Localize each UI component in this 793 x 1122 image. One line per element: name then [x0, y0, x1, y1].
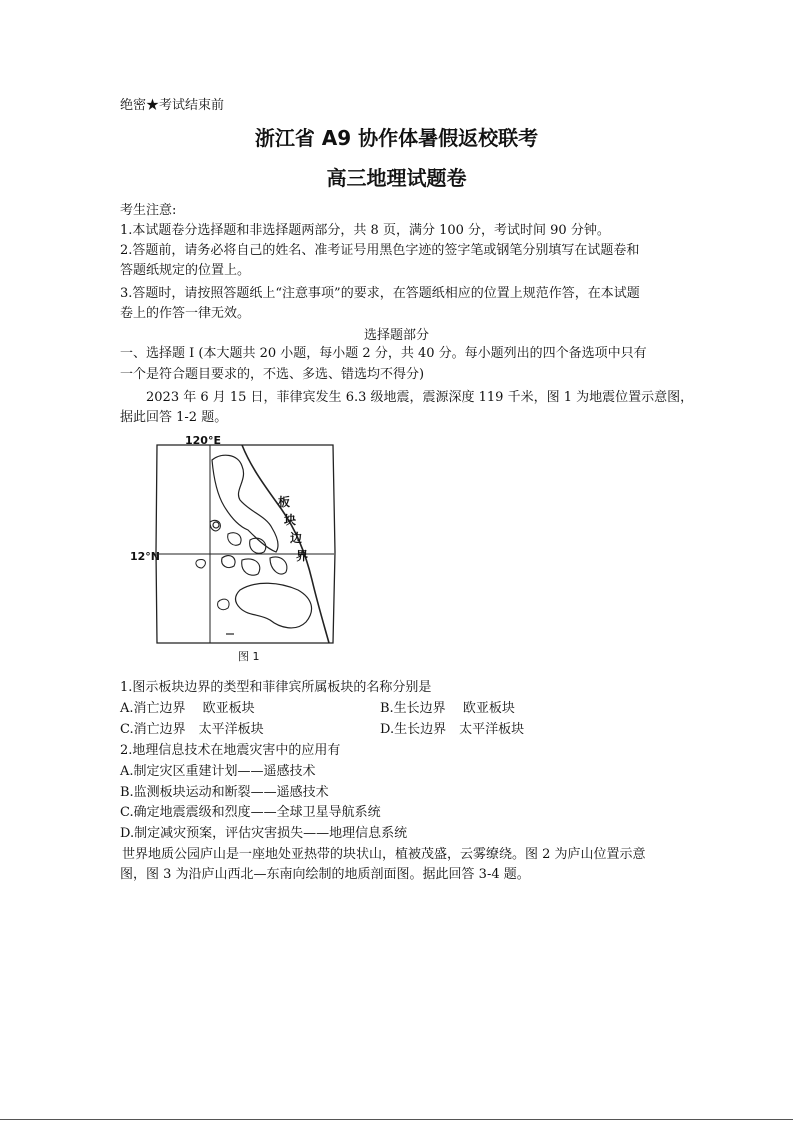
boundary-char-3: 边 [290, 531, 303, 545]
exam-title: 浙江省 A9 协作体暑假返校联考 [254, 126, 539, 150]
q1-option-c: C.消亡边界 太平洋板块 [120, 722, 264, 737]
passage1-line2: 据此回答 1-2 题。 [120, 410, 228, 425]
notes-item-3-line2: 卷上的作答一律无效。 [120, 306, 251, 321]
q2-option-b: B.监测板块运动和断裂——遥感技术 [120, 785, 329, 800]
notes-item-1: 1.本试题卷分选择题和非选择题两部分，共 8 页，满分 100 分，考试时间 90 分钟。 [120, 223, 610, 238]
section-title: 选择题部分 [363, 328, 429, 343]
luzon-island [212, 455, 278, 552]
q2-option-c: C.确定地震震级和烈度——全球卫星导航系统 [120, 805, 381, 820]
page-bottom-rule [0, 1119, 793, 1120]
q1-option-b: B.生长边界 欧亚板块 [380, 701, 515, 716]
boundary-char-1: 板 [278, 495, 291, 509]
q1-option-d: D.生长边界 太平洋板块 [380, 722, 525, 737]
notes-item-2-line2: 答题纸规定的位置上。 [120, 263, 251, 278]
island-7 [196, 560, 206, 568]
island-8 [218, 599, 229, 609]
boundary-char-2: 块 [284, 513, 297, 527]
lat-label: 12°N [130, 550, 161, 563]
island-2 [228, 533, 241, 546]
secret-mark: 绝密★考试结束前 [120, 98, 225, 113]
exam-subtitle: 高三地理试题卷 [326, 166, 467, 190]
q1-stem: 1.图示板块边界的类型和菲律宾所属板块的名称分别是 [120, 680, 432, 695]
figure1-caption: 图 1 [238, 650, 260, 663]
island-6 [270, 557, 287, 574]
section-intro-line1: 一、选择题 I (本大题共 20 小题，每小题 2 分，共 40 分。每小题列出的四个备选项中只有 [120, 346, 647, 361]
notes-heading: 考生注意: [120, 203, 177, 218]
q2-stem: 2.地理信息技术在地震灾害中的应用有 [120, 743, 341, 758]
q2-option-a: A.制定灾区重建计划——遥感技术 [120, 764, 316, 779]
section-intro-line2: 一个是符合题目要求的，不选、多选、错选均不得分) [120, 367, 425, 382]
lon-label: 120°E [185, 434, 221, 447]
boundary-char-4: 界 [296, 549, 309, 563]
passage1-line1: 2023 年 6 月 15 日，菲律宾发生 6.3 级地震，震源深度 119 千米，图 1 为地震位置示意图， [146, 390, 694, 405]
plate-boundary-line [242, 445, 329, 643]
notes-item-3-line1: 3.答题时，请按照答题纸上“注意事项”的要求，在答题纸相应的位置上规范作答，在本试题 [120, 286, 640, 301]
notes-item-2-line1: 2.答题前，请务必将自己的姓名、准考证号用黑色字迹的签字笔或钢笔分别填写在试题卷和 [120, 243, 640, 258]
passage2-line1: 世界地质公园庐山是一座地处亚热带的块状山，植被茂盛，云雾缭绕。图 2 为庐山位置示意 [122, 847, 646, 862]
map-frame [156, 445, 335, 643]
mindanao-island [236, 583, 312, 628]
epicenter-marker [213, 522, 219, 528]
q1-option-a: A.消亡边界 欧亚板块 [120, 701, 255, 716]
island-5 [242, 559, 260, 575]
island-4 [222, 556, 235, 568]
island-3 [250, 538, 266, 553]
passage2-line2: 图，图 3 为沿庐山西北—东南向绘制的地质剖面图。据此回答 3-4 题。 [120, 867, 530, 882]
figure1-map [130, 430, 350, 670]
q2-option-d: D.制定减灾预案，评估灾害损失——地理信息系统 [120, 826, 408, 841]
